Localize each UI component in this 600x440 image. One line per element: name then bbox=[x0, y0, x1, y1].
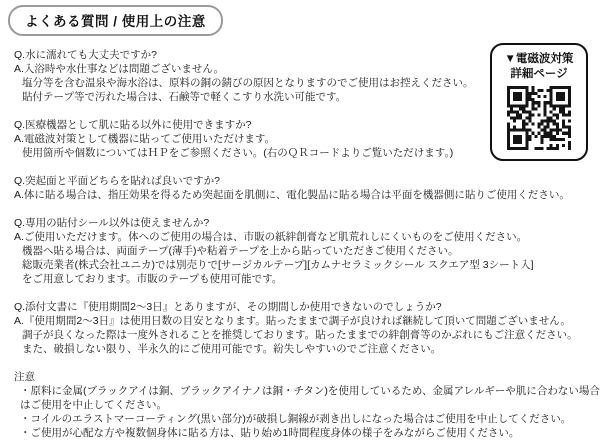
faq-answer-line: 調子が良くなった際は一度外されることを推奨しております。貼ったままでの絆創膏等のかぶれにもご注意ください。 bbox=[22, 329, 578, 341]
faq-answer-line: をご用意しております。市販のテープも使用可能です。 bbox=[22, 273, 283, 285]
notice-item: ・コイルのエラストマーコーティング(黒い部分)が破損し銅線が剥き出しになった場合はご使用を中止してください。 bbox=[20, 413, 572, 425]
faq-answer-line: A.電磁波対策として機器に貼ってご使用いただけます。 bbox=[14, 133, 276, 145]
notice-item: ・原料に金属(ブラックアイは銅、ブラックアイナノは銅・チタン)を使用しているため、金属アレルギーや肌に合わない場合 bbox=[20, 385, 600, 397]
faq-block-seal bbox=[14, 216, 600, 286]
faq-answer-line: A.入浴時や水仕事などは問題ございません。 bbox=[14, 63, 225, 75]
notice-section bbox=[14, 370, 600, 440]
faq-question: Q.医療機器として肌に貼る以外に使用できますか? bbox=[14, 119, 252, 131]
faq-answer-line: 塩分等を含む温泉や海水浴は、原料の銅の錆びの原因となりますのでご使用はお控えください。 bbox=[22, 77, 474, 89]
notice-item: ・ご使用が心配な方や複数個身体に貼る方は、貼り始め1時間程度身体の様子をみながらご使用ください。 bbox=[20, 427, 520, 439]
faq-question: Q.専用の貼付シール以外は使えませんか? bbox=[14, 217, 210, 229]
faq-answer-line: A.体に貼る場合は、指圧効果を得るため突起面を肌側に、電化製品に貼る場合は平面を機器側に貼りご使用ください。 bbox=[14, 189, 570, 201]
faq-block-which-side bbox=[14, 174, 600, 202]
faq-question: Q.水に濡れても大丈夫ですか? bbox=[14, 49, 157, 61]
qr-panel bbox=[490, 43, 588, 161]
faq-answer-line: A.『使用期間2〜3日』は使用日数の目安となります。貼ったままで調子が良ければ継続して頂いて問題ございません。 bbox=[14, 315, 571, 327]
faq-answer-line: 貼付テープ等で汚れた場合は、石鹸等で軽くこすり水洗い可能です。 bbox=[22, 91, 347, 103]
faq-answer-line: また、破損しない限り、半永久的にご使用可能です。紛失しやすいのでご注意ください。 bbox=[22, 343, 442, 355]
qr-panel-label-line1: ▼電磁波対策 bbox=[504, 53, 574, 65]
faq-block-duration bbox=[14, 300, 600, 356]
qr-code-icon bbox=[507, 86, 571, 150]
faq-answer-line: A.ご使用いただけます。体へのご使用の場合は、市販の紙絆創膏など肌荒れしにくいものをご使用ください。 bbox=[14, 231, 528, 243]
faq-answer-line: 使用箇所や個数についてはＨＰをご参照ください。(右のＱＲコードよりご覧いただけます。) bbox=[22, 147, 454, 159]
faq-answer-line: 機器へ貼る場合は、両面テープ(薄手)や粘着テープを上から貼っていただきご使用ください。 bbox=[22, 245, 459, 257]
page-title: よくある質問 / 使用上の注意 bbox=[8, 5, 223, 36]
faq-answer-line: 総販売業者(株式会社ユニカ)では別売りで[サージカルテープ][カムナセラミックシール スクエア型 3シート入] bbox=[22, 259, 534, 271]
notice-heading: 注意 bbox=[14, 371, 35, 383]
faq-question: Q.添付文書に『使用期間2〜3日』とありますが、その期間しか使用できないのでしょうか? bbox=[14, 301, 442, 313]
qr-panel-label-line2: 詳細ページ bbox=[510, 68, 568, 80]
notice-item: はご使用を中止してください。 bbox=[20, 399, 167, 411]
faq-question: Q.突起面と平面どちらを貼れば良いですか? bbox=[14, 175, 220, 187]
